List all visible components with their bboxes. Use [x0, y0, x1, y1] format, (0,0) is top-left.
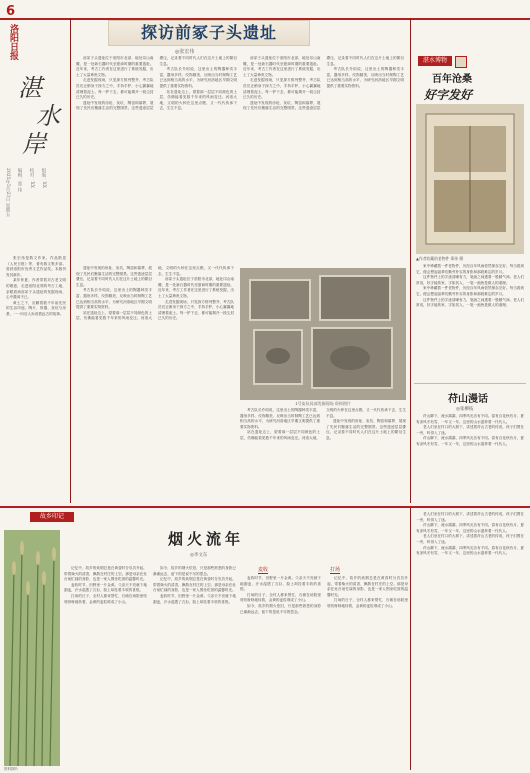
edition-date: 2025年5月23日 星期五: [5, 168, 10, 217]
bottom-paragraph: 麦收时节，田野里一片金黄。父亲天不亮就下地割麦，汗水湿透了衣衫，脸上却挂着丰收的喜悦。: [64, 582, 147, 593]
bottom-body-right: [240, 576, 408, 766]
main-paragraph: 站在遗址边上，望着那一层层不同颜色的土层，仿佛能看见数千年来的风雨变迁。河洛大地，文明的火种在这里点燃，又一代代传承下去，生生不息。: [240, 408, 406, 440]
main-article-body: [76, 56, 404, 266]
right-title-line1: 百年沧桑: [432, 74, 472, 85]
bottom-paragraph: 麦收时节，田野里一片金黄。父亲天不亮就下地割麦，汗水湿透了衣衫，脸上却挂着丰收的喜悦。: [240, 576, 321, 592]
bottom-photo-caption: 资料图片: [4, 767, 19, 771]
main-paragraph: 走进发掘现场，只见探方排列整齐，考古队员们正俯身于探方之中，手持手铲，小心翼翼地清理着泥土。每一铲下去，都可能揭开一段尘封已久的历史。: [158, 299, 234, 321]
poem-paragraph: 苻山脚下，流水潺潺，四季风光各有不同。春有百花秋有月，夏有凉风冬有雪，一年又一年，这里的山水滋养着一代代人。: [416, 436, 524, 446]
bottom-subtag-1: 麦收: [258, 567, 269, 573]
left-column-rule: [70, 18, 71, 503]
poem-body: [416, 414, 524, 502]
edition-editor: 编辑：郑 伟: [17, 168, 22, 192]
main-paragraph: 考古队长介绍说，这里出土的陶器种类丰富，器形多样，纹饰精美，反映出当时制陶工艺已达到相当高的水平，为研究河洛地区早期文明提供了重要实物资料。: [240, 408, 320, 429]
bottom-right-rule: [410, 508, 411, 770]
main-paragraph: 走进发掘现场，只见探方排列整齐，考古队员们正俯身于探方之中，手持手铲，小心翼翼地清理着泥土。每一铲下去，都可能揭开一段尘封已久的历史。: [243, 78, 321, 100]
main-paragraph: 站在遗址边上，望着那一层层不同颜色的土层，仿佛能看见数千年来的风雨变迁。河洛大地，文明的火种在这里点燃，又一代代传承下去，生生不息。: [159, 89, 237, 111]
bottom-paragraph: 打场的日子，全村人都来帮忙，石磙在场院里吱吱呀呀地转着，金黄的麦粒堆成了小山。: [327, 598, 408, 608]
main-article-body-bottom: [240, 408, 406, 502]
right-tag-icon: [455, 56, 467, 68]
left-column-body: [6, 256, 66, 496]
right-paragraph: 这件物件上的字迹清晰有力，笔画之间透着一股精气神。老人们常说，好字能传家，字如其人，一笔一画皆是做人的道理。: [416, 275, 524, 285]
poem-paragraph: 老人们坐在村口的大树下，讲述着苻山古老的传说，孩子们围在一旁，听得入了迷。: [416, 425, 524, 435]
calligraphy-char-3: 岸: [22, 130, 46, 158]
main-paragraph: 前冢子头遗址位于洛阳市北部，地处邙山南麓，是一处新石器时代至夏商时期的重要遗址。近年来，考古工作者在这里进行了系统发掘，出土了大量珍贵文物。: [243, 56, 321, 77]
right-title-line2: 好字发好: [424, 88, 473, 102]
bottom-paragraph: 打场的日子，全村人都来帮忙，石磙在场院里吱吱呀呀地转着，金黄的麦粒堆成了小山。: [64, 593, 147, 604]
main-paragraph: 走进发掘现场，只见探方排列整齐，考古队员们正俯身于探方之中，手持手铲，小心翼翼地清理着泥土。每一铲下去，都可能揭开一段尘封已久的历史。: [76, 78, 154, 100]
bottom-paragraph: 记忆中，故乡的炊烟总是在黄昏时分袅袅升起，带着柴火的清香，飘散在村庄的上空。那是母亲在灶台前忙碌的身影，也是一家人围坐吃饭的温馨时光。: [327, 576, 408, 597]
main-paragraph: 考古队长介绍说，这里出土的陶器种类丰富，器形多样，纹饰精美，反映出当时制陶工艺已达到相当高的水平，为研究河洛地区早期文明提供了重要实物资料。: [326, 67, 404, 88]
main-title: 探访前冢子头遗址: [140, 23, 277, 42]
right-column-rule: [410, 18, 411, 503]
main-article-body-lower: [76, 266, 234, 502]
poem-paragraph: 苻山脚下，流水潺潺，四季风光各有不同。春有百花秋有月，夏有凉风冬有雪，一年又一年，这里的山水滋养着一代代人。: [416, 545, 524, 556]
main-paragraph: 前冢子头遗址位于洛阳市北部，地处邙山南麓，是一处新石器时代至夏商时期的重要遗址。近年来，考古工作者在这里进行了系统发掘，出土了大量珍贵文物。: [76, 56, 154, 77]
right-paragraph: 家中珍藏着一件老物件，历经百年风雨依然保存完好。每当看到它，便会想起祖辈们勤劳朴实的身影和那段难忘的岁月。: [416, 264, 524, 274]
right-paragraph: 这件物件上的字迹清晰有力，笔画之间透着一股精气神。老人们常说，好字能传家，字如其人，一笔一画皆是做人的道理。: [416, 297, 524, 308]
excavation-photo: [240, 268, 406, 400]
right-paragraph: 家中珍藏着一件老物件，历经百年风雨依然保存完好。每当看到它，便会想起祖辈们勤劳朴实的身影和那段难忘的岁月。: [416, 286, 524, 296]
excavation-photo-caption: 1号灰坑局部发掘现场 资料图片: [295, 401, 351, 406]
bottom-paragraph: 记忆中，故乡的炊烟总是在黄昏时分袅袅升起，带着柴火的清香，飘散在村庄的上空。那是母亲在灶台前忙碌的身影，也是一家人围坐吃饭的温馨时光。: [64, 566, 147, 582]
artifact-photo-illustration: [416, 104, 524, 254]
bottom-paragraph: 记忆中，故乡的炊烟总是在黄昏时分袅袅升起，带着柴火的清香，飘散在村庄的上空。那是母亲在灶台前忙碌的身影，也是一家人围坐吃饭的温馨时光。: [153, 577, 236, 593]
main-paragraph: 遗址中发现的房址、灰坑、陶窑和墓葬，展现了先民们聚落生活的完整图景。这些遗迹层层叠压，记录着不同时代人们在这片土地上的繁衍生息。: [76, 266, 152, 287]
artifact-photo: [416, 104, 524, 254]
left-paragraph: 黄土之下，沉睡着数千年前先民的生活印迹。陶片、骨器、灰坑与房基，一一向后人诉说着远古的故事。: [6, 300, 66, 316]
bottom-subtag-2: 打场: [330, 567, 341, 573]
left-paragraph: 某年仲夏，作者带着对古老文明的敬意，走进洛阳北郊的考古工地，亲眼看到前冢子头遗址的发掘现场，心中激荡不已。: [6, 278, 66, 300]
right-section-tag: 湛水博物: [418, 56, 452, 66]
bottom-byline: ◎李文东: [190, 553, 208, 558]
excavation-photo-illustration: [240, 268, 406, 400]
page-number: 6: [6, 4, 16, 19]
main-paragraph: 遗址中发现的房址、灰坑、陶窑和墓葬，展现了先民们聚落生活的完整图景。这些遗迹层层叠压，记录着不同时代人们在这片土地上的繁衍生息。: [243, 56, 404, 111]
edition-layout: 组版：XX: [41, 168, 46, 188]
right-column-body: [416, 264, 524, 380]
bottom-body-left: [64, 566, 236, 766]
column-calligraphy: [16, 68, 68, 158]
poem-paragraph: 苻山脚下，流水潺潺，四季风光各有不同。春有百花秋有月，夏有凉风冬有雪，一年又一年，这里的山水滋养着一代代人。: [416, 523, 524, 533]
artifact-photo-caption: ▲作者收藏的老物件 郑伟 摄: [416, 256, 464, 261]
poem-paragraph: 苻山脚下，流水潺潺，四季风光各有不同。春有百花秋有月，夏有凉风冬有雪，一年又一年，这里的山水滋养着一代代人。: [416, 414, 524, 424]
poem-title: 苻山漫话: [448, 394, 488, 405]
left-paragraph: 张宏伟是散文作家。作品散见《人民日报》等，著有散文集多部。曾获洛阳市优秀文艺作品奖。本版刊发其新作。: [6, 256, 66, 277]
masthead-brand: 洛阳日报: [8, 24, 18, 60]
wheat-photo: [4, 530, 60, 766]
main-title-banner: [108, 20, 310, 46]
main-paragraph: 遗址中发现的房址、灰坑、陶窑和墓葬，展现了先民们聚落生活的完整图景。这些遗迹层层叠压，记录着不同时代人们在这片土地上的繁衍生息。: [76, 56, 237, 111]
bottom-paragraph: 如今，故乡的烟火依旧，只是那些熟悉的身影已渐渐远去，留下的是说不尽的思念。: [240, 603, 321, 614]
calligraphy-char-1: 湛: [18, 74, 42, 102]
poem-paragraph: 老人们坐在村口的大树下，讲述着苻山古老的传说，孩子们围在一旁，听得入了迷。: [416, 534, 524, 544]
main-paragraph: 考古队长介绍说，这里出土的陶器种类丰富，器形多样，纹饰精美，反映出当时制陶工艺已达到相当高的水平，为研究河洛地区早期文明提供了重要实物资料。: [159, 67, 237, 88]
edition-proofreader: 校对：XX: [29, 168, 34, 188]
bottom-section-tag: 故乡印记: [30, 512, 74, 522]
poem-paragraph: 老人们坐在村口的大树下，讲述着苻山古老的传说，孩子们围在一旁，听得入了迷。: [416, 512, 524, 522]
bottom-paragraph: 打场的日子，全村人都来帮忙，石磙在场院里吱吱呀呀地转着，金黄的麦粒堆成了小山。: [240, 592, 321, 603]
main-paragraph: 考古队长介绍说，这里出土的陶器种类丰富，器形多样，纹饰精美，反映出当时制陶工艺已达到相当高的水平，为研究河洛地区早期文明提供了重要实物资料。: [76, 288, 152, 310]
edition-meta: [4, 168, 68, 248]
main-paragraph: 站在遗址边上，望着那一层层不同颜色的土层，仿佛能看见数千年来的风雨变迁。河洛大地，文明的火种在这里点燃，又一代代传承下去，生生不息。: [76, 266, 234, 321]
main-paragraph: 遗址中发现的房址、灰坑、陶窑和墓葬，展现了先民们聚落生活的完整图景。这些遗迹层层叠压，记录着不同时代人们在这片土地上的繁衍生息。: [326, 419, 406, 440]
bottom-section-rule: [0, 506, 530, 508]
right-divider: [414, 383, 526, 384]
bottom-title: 烟火流年: [168, 530, 245, 548]
main-paragraph: 前冢子头遗址位于洛阳市北部，地处邙山南麓，是一处新石器时代至夏商时期的重要遗址。近年来，考古工作者在这里进行了系统发掘，出土了大量珍贵文物。: [158, 277, 234, 298]
bottom-paragraph: 麦收时节，田野里一片金黄。父亲天不亮就下地割麦，汗水湿透了衣衫，脸上却挂着丰收的喜悦。: [153, 593, 236, 604]
main-byline: ◎张宏伟: [175, 49, 195, 55]
poem-byline: ◎张柳枝: [456, 407, 474, 412]
bottom-paragraph: 如今，故乡的烟火依旧，只是那些熟悉的身影已渐渐远去，留下的是说不尽的思念。: [153, 566, 236, 576]
wheat-field-illustration: [4, 530, 60, 766]
calligraphy-char-2: 水: [36, 102, 60, 130]
bottom-right-column: [416, 512, 524, 766]
